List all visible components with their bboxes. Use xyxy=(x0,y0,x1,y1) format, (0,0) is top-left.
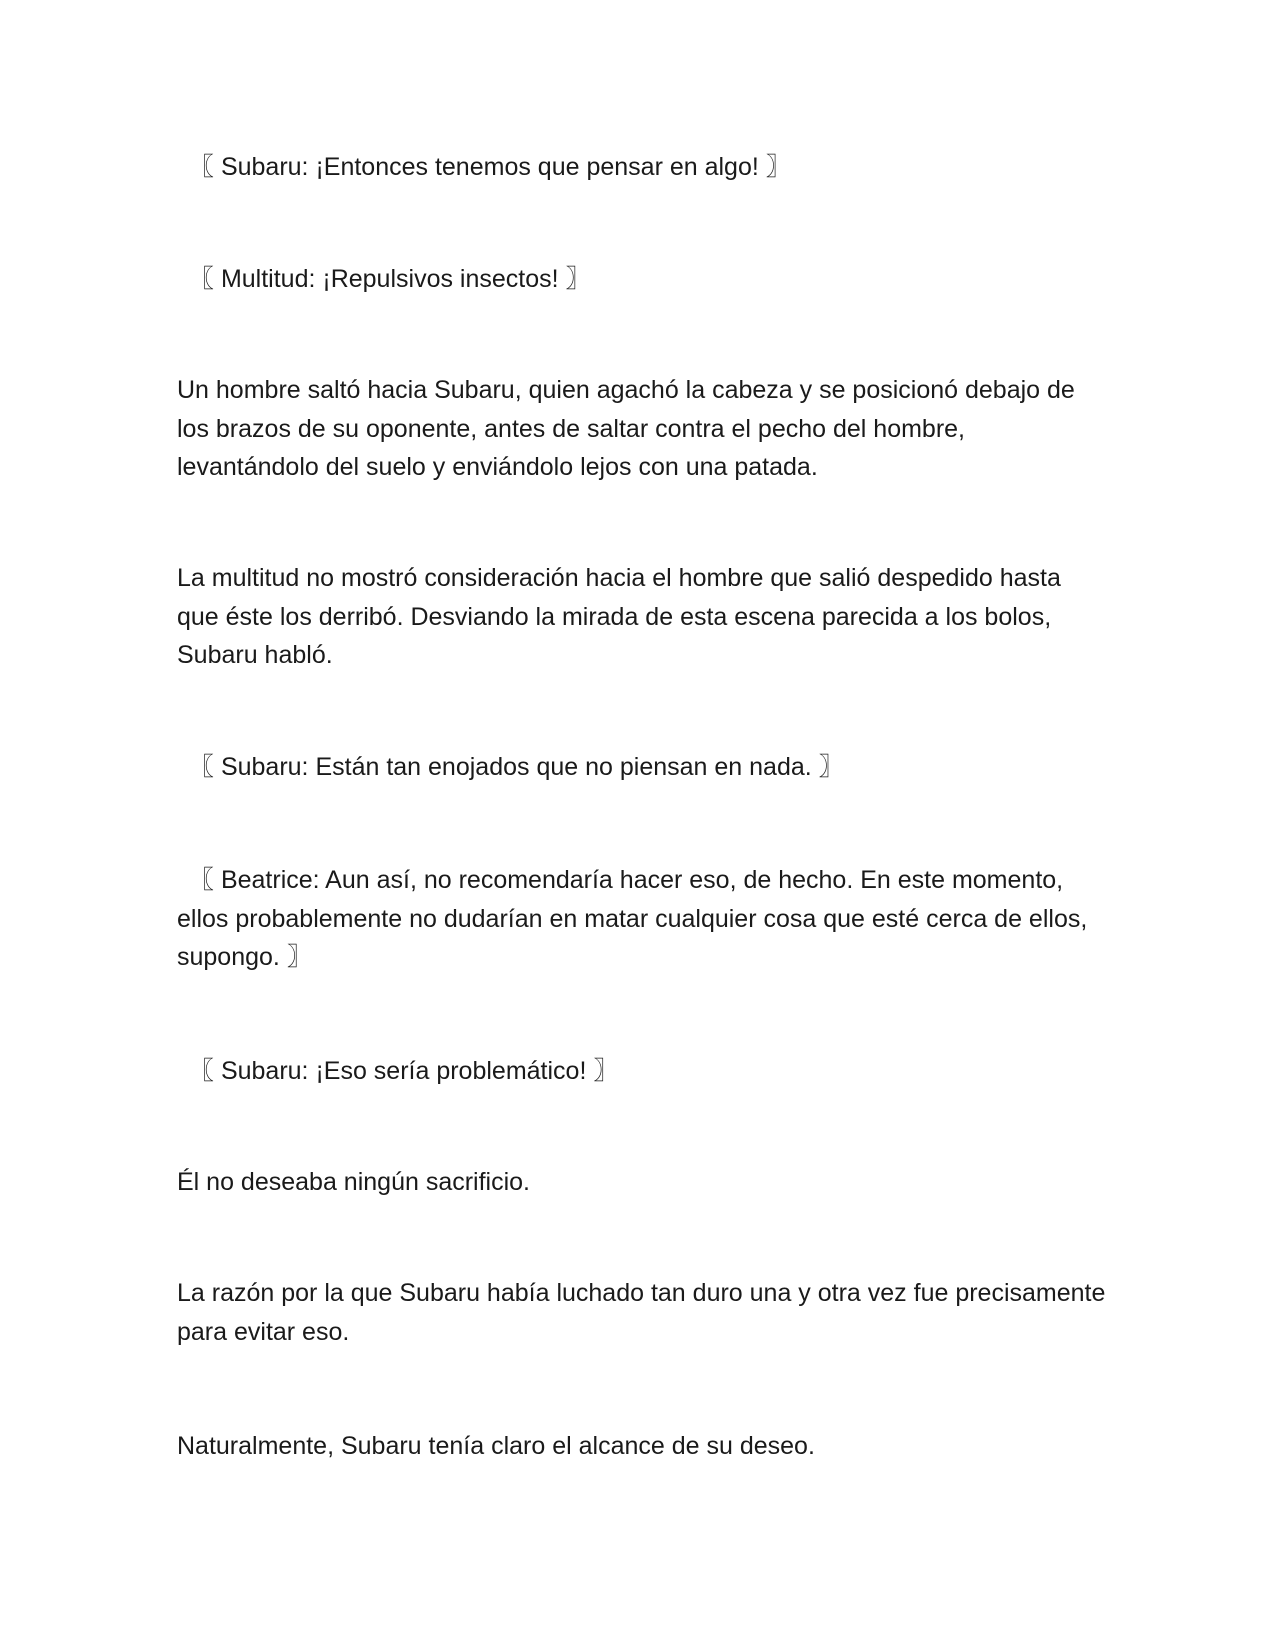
dialogue-multitud: 〖 Multitud: ¡Repulsivos insectos! 〗 xyxy=(189,265,591,293)
narration-paragraph: Naturalmente, Subaru tenía claro el alcance de su deseo. xyxy=(177,1432,815,1460)
dialogue-subaru-enojados: 〖 Subaru: Están tan enojados que no piensan en nada. 〗 xyxy=(189,753,844,781)
narration-paragraph: Un hombre saltó hacia Subaru, quien agachó la cabeza y se posicionó debajo de los brazos de su oponente, antes de saltar contra el pecho del hombre, levantándolo del suelo y enviándolo lejos con una patada. xyxy=(177,376,1075,481)
dialogue-beatrice: 〖 Beatrice: Aun así, no recomendaría hacer eso, de hecho. En este momento, ellos probablemente no dudarían en matar cualquier cosa que esté cerca de ellos, supongo. 〗 xyxy=(177,866,1088,971)
dialogue-subaru-problematico: 〖 Subaru: ¡Eso sería problemático! 〗 xyxy=(189,1057,619,1085)
narration-paragraph: La razón por la que Subaru había luchado tan duro una y otra vez fue precisamente para evitar eso. xyxy=(177,1279,1106,1346)
narration-paragraph: Él no deseaba ningún sacrificio. xyxy=(177,1168,531,1196)
dialogue-subaru-pensar: 〖 Subaru: ¡Entonces tenemos que pensar en algo! 〗 xyxy=(189,153,791,181)
narration-paragraph: La multitud no mostró consideración hacia el hombre que salió despedido hasta que éste los derribó. Desviando la mirada de esta escena parecida a los bolos, Subaru habló. xyxy=(177,564,1061,669)
